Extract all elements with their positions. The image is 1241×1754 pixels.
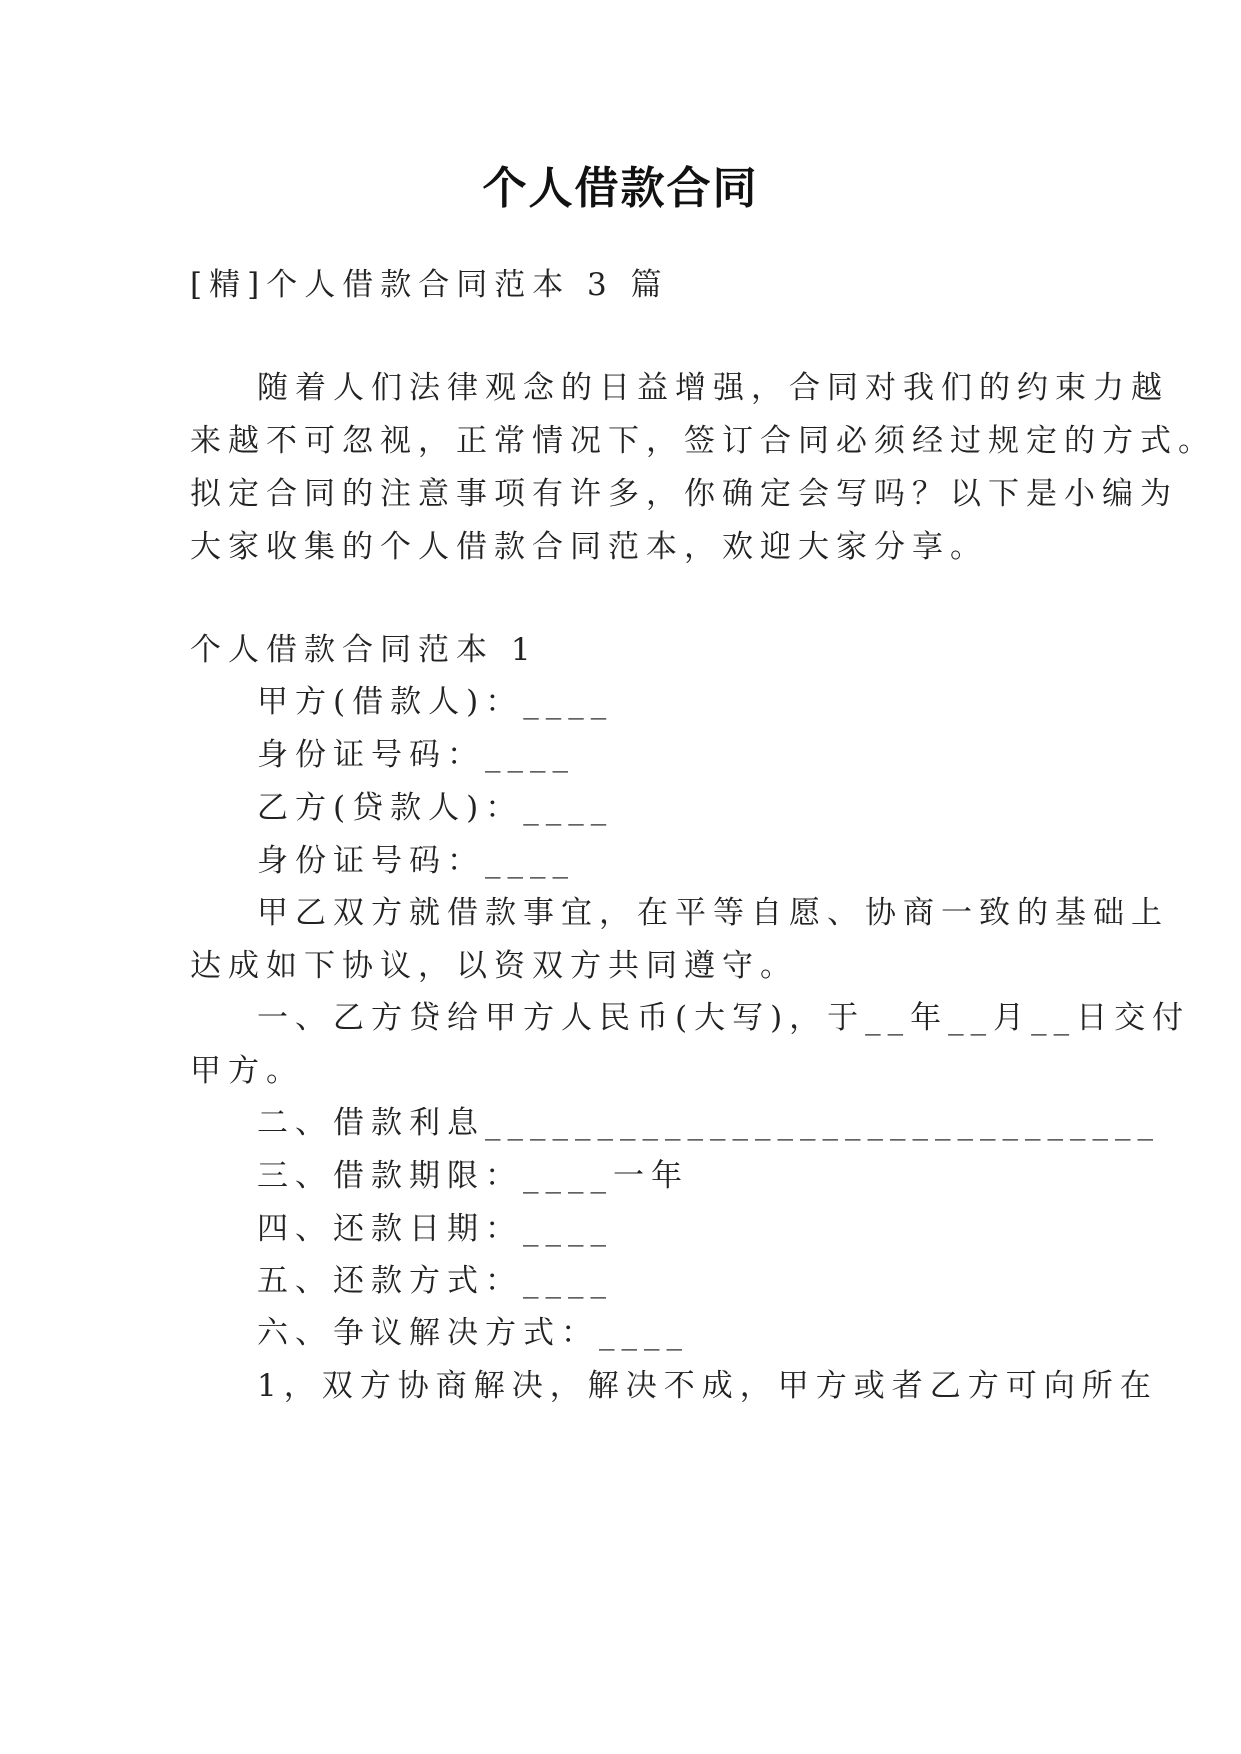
clause-dispute: 六、争议解决方式：____ <box>257 1315 689 1351</box>
clause-term: 三、借款期限：____一年 <box>257 1158 689 1194</box>
intro-line: 拟定合同的注意事项有许多，你确定会写吗？以下是小编为 <box>190 476 1178 512</box>
clause-repayment-method: 五、还款方式：____ <box>257 1263 613 1299</box>
clause-1-line: 甲方。 <box>190 1053 304 1089</box>
field-borrower-id: 身份证号码：____ <box>257 737 575 773</box>
document-subtitle: [精]个人借款合同范本 3 篇 <box>190 267 669 303</box>
intro-line: 随着人们法律观念的日益增强，合同对我们的约束力越 <box>257 370 1169 406</box>
clause-repayment-date: 四、还款日期：____ <box>257 1211 613 1247</box>
field-lender-id: 身份证号码：____ <box>257 843 575 879</box>
section-heading: 个人借款合同范本 1 <box>190 632 538 668</box>
field-borrower: 甲方(借款人)：____ <box>257 684 614 720</box>
dispute-item-1: 1，双方协商解决，解决不成，甲方或者乙方可向所在 <box>257 1368 1158 1404</box>
clause-interest: 二、借款利息______________________________ <box>257 1105 1160 1141</box>
agreement-line: 甲乙双方就借款事宜，在平等自愿、协商一致的基础上 <box>257 895 1169 931</box>
clause-1-line: 一、乙方贷给甲方人民币(大写)，于__年__月__日交付 <box>257 1000 1191 1036</box>
intro-line: 大家收集的个人借款合同范本，欢迎大家分享。 <box>190 529 988 565</box>
field-lender: 乙方(贷款人)：____ <box>257 790 614 826</box>
document-title: 个人借款合同 <box>482 163 759 214</box>
intro-line: 来越不可忽视，正常情况下，签订合同必须经过规定的方式。 <box>190 423 1216 459</box>
agreement-line: 达成如下协议，以资双方共同遵守。 <box>190 948 798 984</box>
